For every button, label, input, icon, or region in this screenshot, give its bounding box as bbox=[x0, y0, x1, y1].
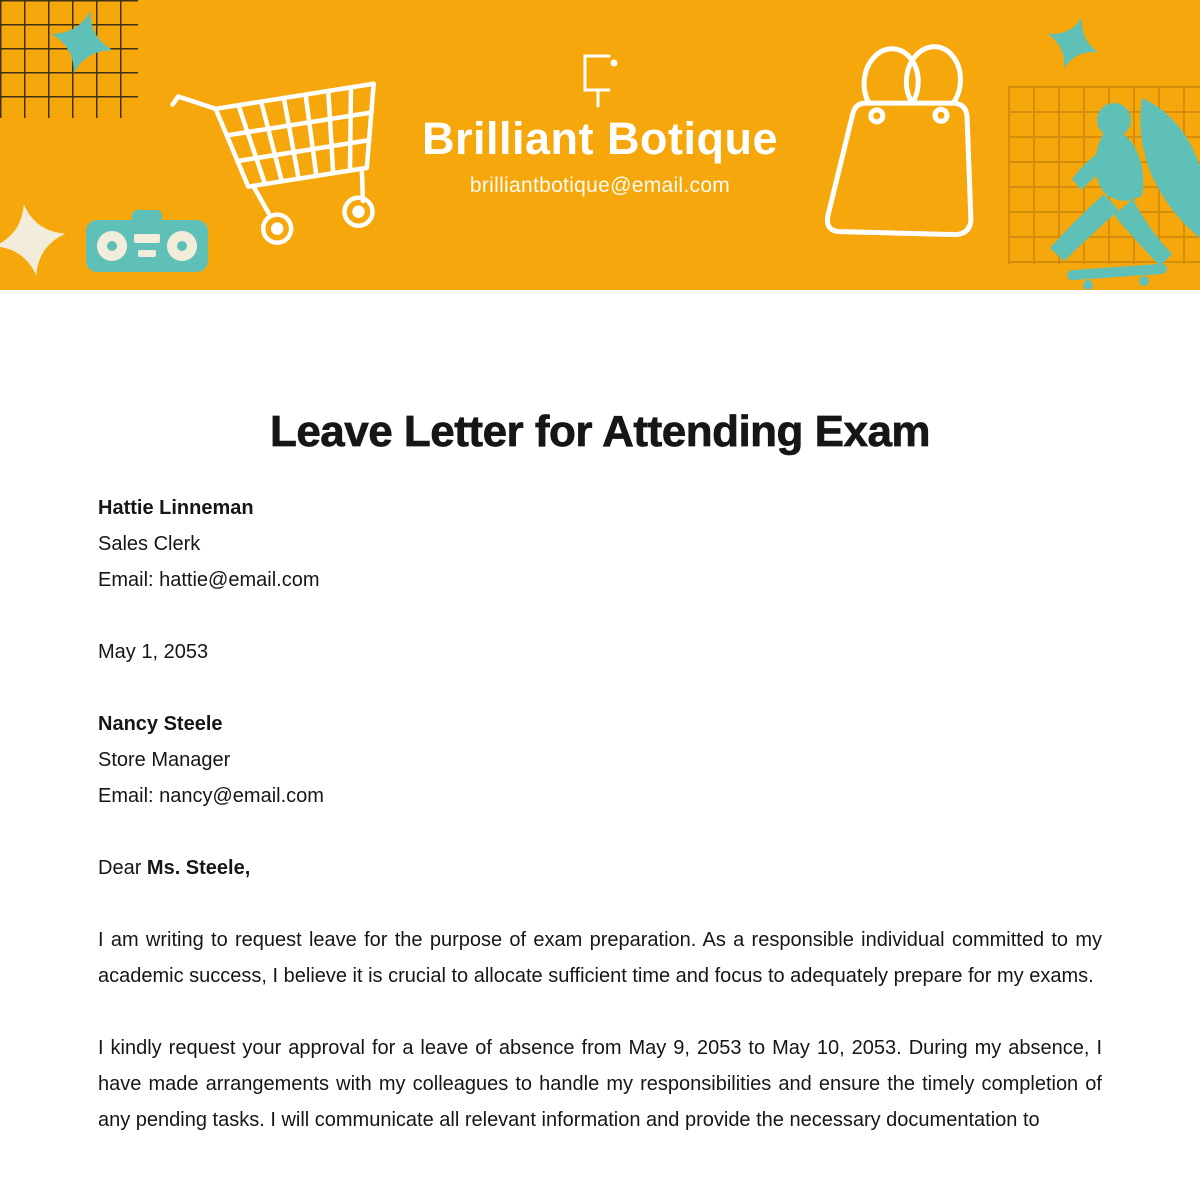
salutation bbox=[98, 850, 1102, 886]
letter-document bbox=[0, 408, 1200, 1138]
recipient-name: Nancy Steele bbox=[98, 713, 223, 736]
recipient-role: Store Manager bbox=[98, 749, 231, 772]
letter-title: Leave Letter for Attending Exam bbox=[269, 407, 931, 456]
brand-logo-icon bbox=[577, 52, 623, 108]
salutation-name: Ms. Steele, bbox=[146, 857, 251, 880]
sender-name: Hattie Linneman bbox=[98, 497, 254, 520]
letter-paragraph: I kindly request your approval for a leave of absence from May 9, 2053 to May 10, 2053. During my absence, I have made arrangements with my colleagues to handle my responsibilities and ensure the timely completion of any pending tasks. I will communicate all relevant information and provide the necessary documentation to bbox=[98, 1037, 1102, 1132]
sender-block bbox=[98, 490, 1102, 598]
letter-date: May 1, 2053 bbox=[98, 641, 209, 664]
recipient-email: Email: nancy@email.com bbox=[98, 785, 324, 808]
sender-role: Sales Clerk bbox=[98, 533, 201, 556]
salutation-prefix: Dear bbox=[98, 857, 147, 880]
brand-banner bbox=[0, 0, 1200, 290]
brand-email: brilliantbotique@email.com bbox=[469, 173, 731, 197]
brand-block bbox=[0, 52, 1200, 198]
brand-name: Brilliant Botique bbox=[422, 113, 778, 164]
star-icon bbox=[0, 198, 72, 281]
recipient-block bbox=[98, 706, 1102, 814]
sender-email: Email: hattie@email.com bbox=[98, 569, 320, 592]
letter-paragraph: I am writing to request leave for the purpose of exam preparation. As a responsible individual committed to my academic success, I believe it is crucial to allocate sufficient time and focus to adequately prepare for my exams. bbox=[98, 929, 1102, 988]
